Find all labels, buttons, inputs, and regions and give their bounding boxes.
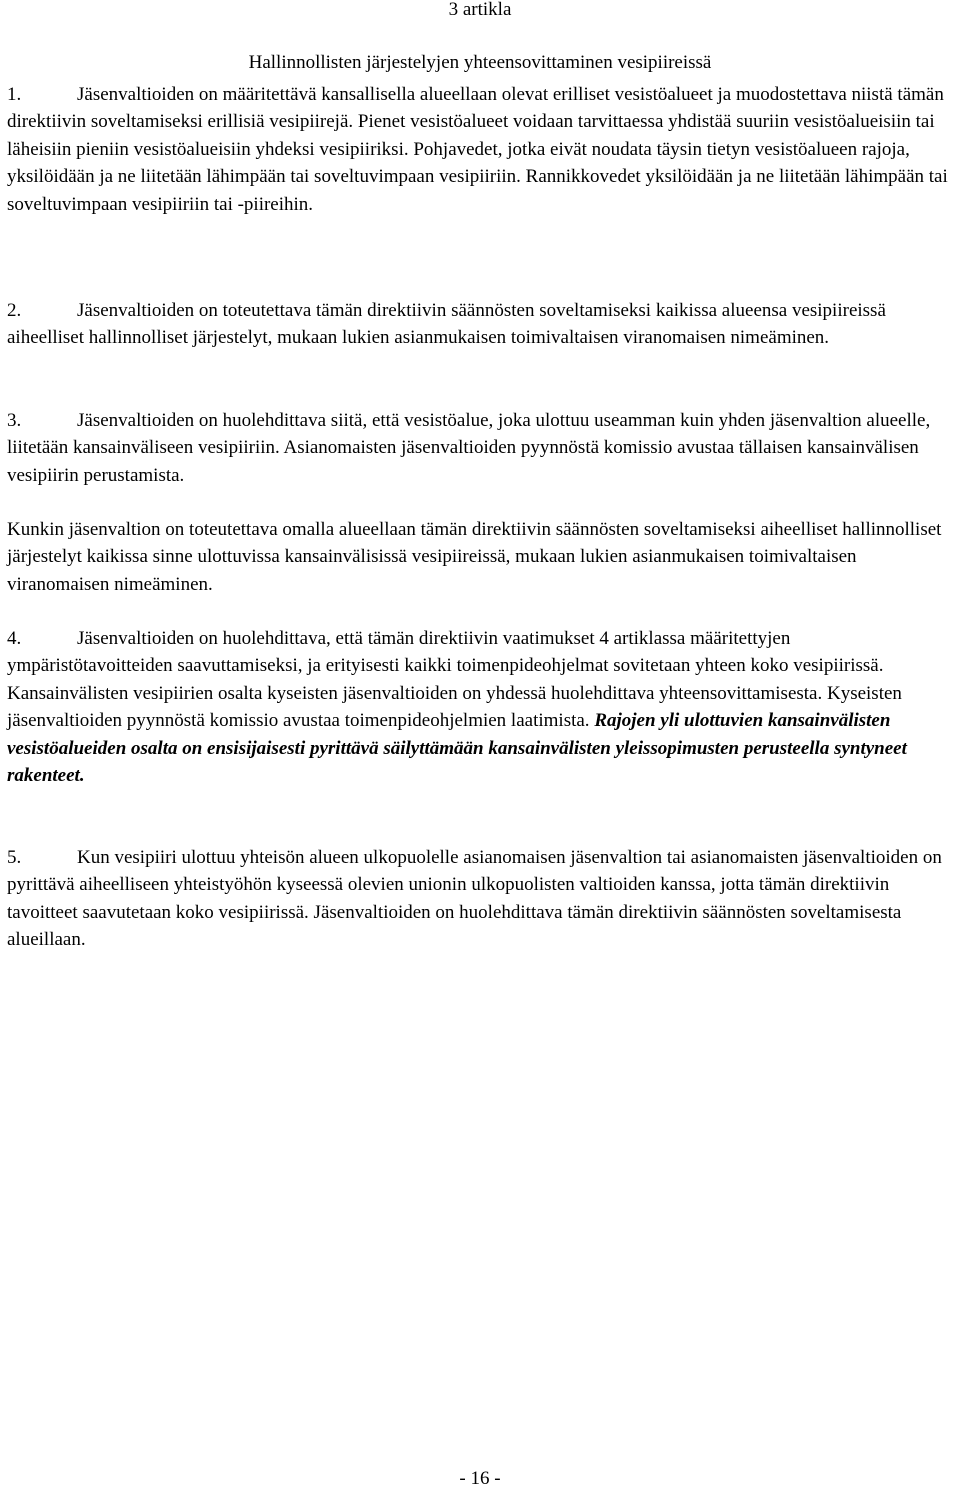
paragraph-text: Jäsenvaltioiden on toteutettava tämän direktiivin säännösten soveltamiseksi kaikissa alueensa vesipiireissä aiheelliset hallinnolliset järjestelyt, mukaan lukien asianmukaisen toimivaltaisen viranomaisen nimeäminen. xyxy=(7,300,886,349)
page-number: - 16 - xyxy=(459,1468,501,1489)
paragraph-text: Jäsenvaltioiden on määritettävä kansallisella alueellaan olevat erilliset vesistöalueet ja muodostettava niistä tämän direktiivin soveltamiseksi erillisiä vesipiirejä. Pienet vesistöalueet voidaan tarvittaessa yhdistää suuriin vesistöalueisiin tai läheisiin pieniin vesistöalueisiin yhdeksi vesipiiriksi. Pohjavedet, jotka eivät noudata täysin tietyn vesistöalueen rajoja, yksilöidään ja ne liitetään lähimpään tai soveltuvimpaan vesipiiriin. Rannikkovedet yksilöidään ja ne liitetään lähimpään tai soveltuvimpaan vesipiiriin tai -piireihin. xyxy=(7,84,948,215)
paragraph-2 xyxy=(7,297,953,352)
paragraph-3 xyxy=(7,407,953,489)
paragraph-1 xyxy=(7,81,953,218)
paragraph-number: 2. xyxy=(7,300,22,321)
emphasized-text: Rajojen yli ulottuvien kansainvälisten vesistöalueiden osalta on ensisijaisesti pyrittävä säilyttämään kansainvälisten yleissopimusten perusteella syntyneet rakenteet. xyxy=(7,710,907,787)
paragraph-5 xyxy=(7,844,953,954)
paragraph-number: 1. xyxy=(7,84,22,105)
article-title: Hallinnollisten järjestelyjen yhteensovittaminen vesipiireissä xyxy=(248,52,712,73)
paragraph-number: 5. xyxy=(7,847,22,868)
article-number: 3 artikla xyxy=(448,0,512,20)
paragraph-text: Kun vesipiiri ulottuu yhteisön alueen ulkopuolelle asianomaisen jäsenvaltion tai asianomaisten jäsenvaltioiden on pyrittävä aiheelliseen yhteistyöhön kyseessä olevien unionin ulkopuolisten valtioiden kanssa, jotta tämän direktiivin tavoitteet saavutetaan koko vesipiirissä. Jäsenvaltioiden on huolehdittava tämän direktiivin säännösten soveltamisesta alueillaan. xyxy=(7,847,942,951)
paragraph-4 xyxy=(7,625,953,789)
paragraph-text: Jäsenvaltioiden on huolehdittava siitä, että vesistöalue, joka ulottuu useamman kuin yhden jäsenvaltion alueelle, liitetään kansainväliseen vesipiiriin. Asianomaisten jäsenvaltioiden pyynnöstä komissio avustaa tällaisen kansainvälisen vesipiirin perustamista. xyxy=(7,410,931,486)
paragraph-number: 4. xyxy=(7,628,22,649)
paragraph-3-continued xyxy=(7,516,953,598)
paragraph-text: Jäsenvaltioiden on huolehdittava, että tämän direktiivin vaatimukset 4 artiklassa määritettyjen ympäristötavoitteiden saavuttamiseksi, ja erityisesti kaikki toimenpideohjelmat sovitetaan yhteen koko vesipiirissä. Kansainvälisten vesipiirien osalta kyseisten jäsenvaltioiden on yhdessä huolehdittava yhteensovittamisesta. Kyseisten jäsenvaltioiden pyynnöstä komissio avustaa toimenpideohjelmien laatimista. xyxy=(7,628,902,732)
paragraph-number: 3. xyxy=(7,410,22,431)
paragraph-text: Kunkin jäsenvaltion on toteutettava omalla alueellaan tämän direktiivin säännösten soveltamiseksi aiheelliset hallinnolliset järjestelyt kaikissa sinne ulottuvissa kansainvälisissä vesipiireissä, mukaan lukien asianmukaisen toimivaltaisen viranomaisen nimeäminen. xyxy=(7,519,942,595)
